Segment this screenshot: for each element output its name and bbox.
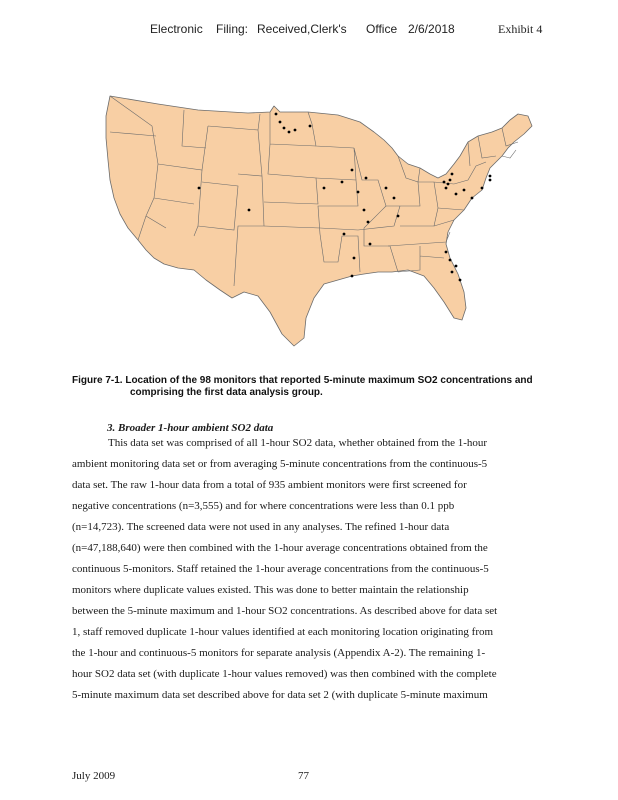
monitor-marker — [357, 191, 360, 194]
monitor-marker — [459, 279, 462, 282]
us-monitor-map — [98, 86, 544, 362]
monitor-marker — [449, 179, 452, 182]
monitor-marker — [279, 121, 282, 124]
filing-header — [0, 22, 618, 38]
body-line: (n=47,188,640) were then combined with the 1-hour average concentrations obtained from the — [72, 542, 488, 554]
monitor-marker — [445, 251, 448, 254]
body-line: 1, staff removed duplicate 1-hour values identified at each monitoring location originating from — [72, 626, 494, 638]
monitor-marker — [385, 187, 388, 190]
monitor-marker — [309, 125, 312, 128]
monitor-marker — [323, 187, 326, 190]
filing-header-exhibit: Exhibit 4 — [498, 22, 543, 36]
monitor-marker — [463, 189, 466, 192]
filing-header-office: Office — [366, 22, 398, 36]
monitor-marker — [455, 265, 458, 268]
body-line: between the 5-minute maximum and 1-hour SO2 concentrations. As described above for data set — [72, 605, 498, 617]
monitor-marker — [393, 197, 396, 200]
body-line: hour SO2 data set (with duplicate 1-hour values removed) was then combined with the complete — [72, 668, 497, 680]
figure-caption-line-1: Figure 7-1. Location of the 98 monitors that reported 5-minute maximum SO2 concentrations and — [72, 375, 533, 386]
body-line: 5-minute maximum data set described above for data set 2 (with duplicate 5-minute maximum — [72, 689, 488, 701]
monitor-marker — [343, 233, 346, 236]
monitor-marker — [455, 193, 458, 196]
figure-caption — [72, 375, 552, 399]
body-line: monitors where duplicate values existed. This was done to better maintain the relationship — [72, 584, 469, 596]
filing-header-received: Received,Clerk's — [257, 22, 347, 36]
monitor-marker — [489, 175, 492, 178]
footer-page-number: 77 — [298, 770, 309, 782]
monitor-marker — [449, 259, 452, 262]
monitor-marker — [397, 215, 400, 218]
monitor-marker — [283, 127, 286, 130]
monitor-marker — [451, 271, 454, 274]
body-line: data set. The raw 1-hour data from a total of 935 ambient monitors were first screened for — [72, 479, 467, 491]
body-line: the 1-hour and continuous-5 monitors for separate analysis (Appendix A-2). The remaining 1- — [72, 647, 486, 659]
monitor-marker — [451, 173, 454, 176]
monitor-marker — [198, 187, 201, 190]
body-line: ambient monitoring data set or from averaging 5-minute concentrations from the continuous-5 — [72, 458, 488, 470]
monitor-marker — [288, 131, 291, 134]
body-line: This data set was comprised of all 1-hour SO2 data, whether obtained from the 1-hour — [108, 437, 488, 449]
monitor-marker — [294, 129, 297, 132]
filing-header-filing: Filing: — [216, 22, 249, 36]
monitor-marker — [341, 181, 344, 184]
body-line: (n=14,723). The screened data were not used in any analyses. The refined 1-hour data — [72, 521, 450, 533]
monitor-marker — [447, 183, 450, 186]
monitor-marker — [275, 113, 278, 116]
monitor-marker — [351, 275, 354, 278]
filing-header-date: 2/6/2018 — [408, 22, 455, 36]
monitor-marker — [248, 209, 251, 212]
section-heading: 3. Broader 1-hour ambient SO2 data — [107, 422, 274, 434]
monitor-marker — [369, 243, 372, 246]
monitor-marker — [353, 257, 356, 260]
monitor-marker — [365, 177, 368, 180]
figure-caption-line-2: comprising the first data analysis group. — [130, 387, 323, 398]
monitor-marker — [489, 179, 492, 182]
monitor-marker — [351, 169, 354, 172]
footer-date: July 2009 — [72, 770, 116, 782]
monitor-marker — [445, 187, 448, 190]
filing-header-electronic: Electronic — [150, 22, 203, 36]
monitor-marker — [367, 221, 370, 224]
monitor-marker — [363, 209, 366, 212]
body-line: negative concentrations (n=3,555) and for where concentrations were less than 0.1 ppb — [72, 500, 455, 512]
monitor-marker — [481, 187, 484, 190]
body-line: continuous 5-monitors. Staff retained the 1-hour average concentrations from the continuous-5 — [72, 563, 489, 575]
monitor-marker — [443, 181, 446, 184]
monitor-marker — [471, 197, 474, 200]
